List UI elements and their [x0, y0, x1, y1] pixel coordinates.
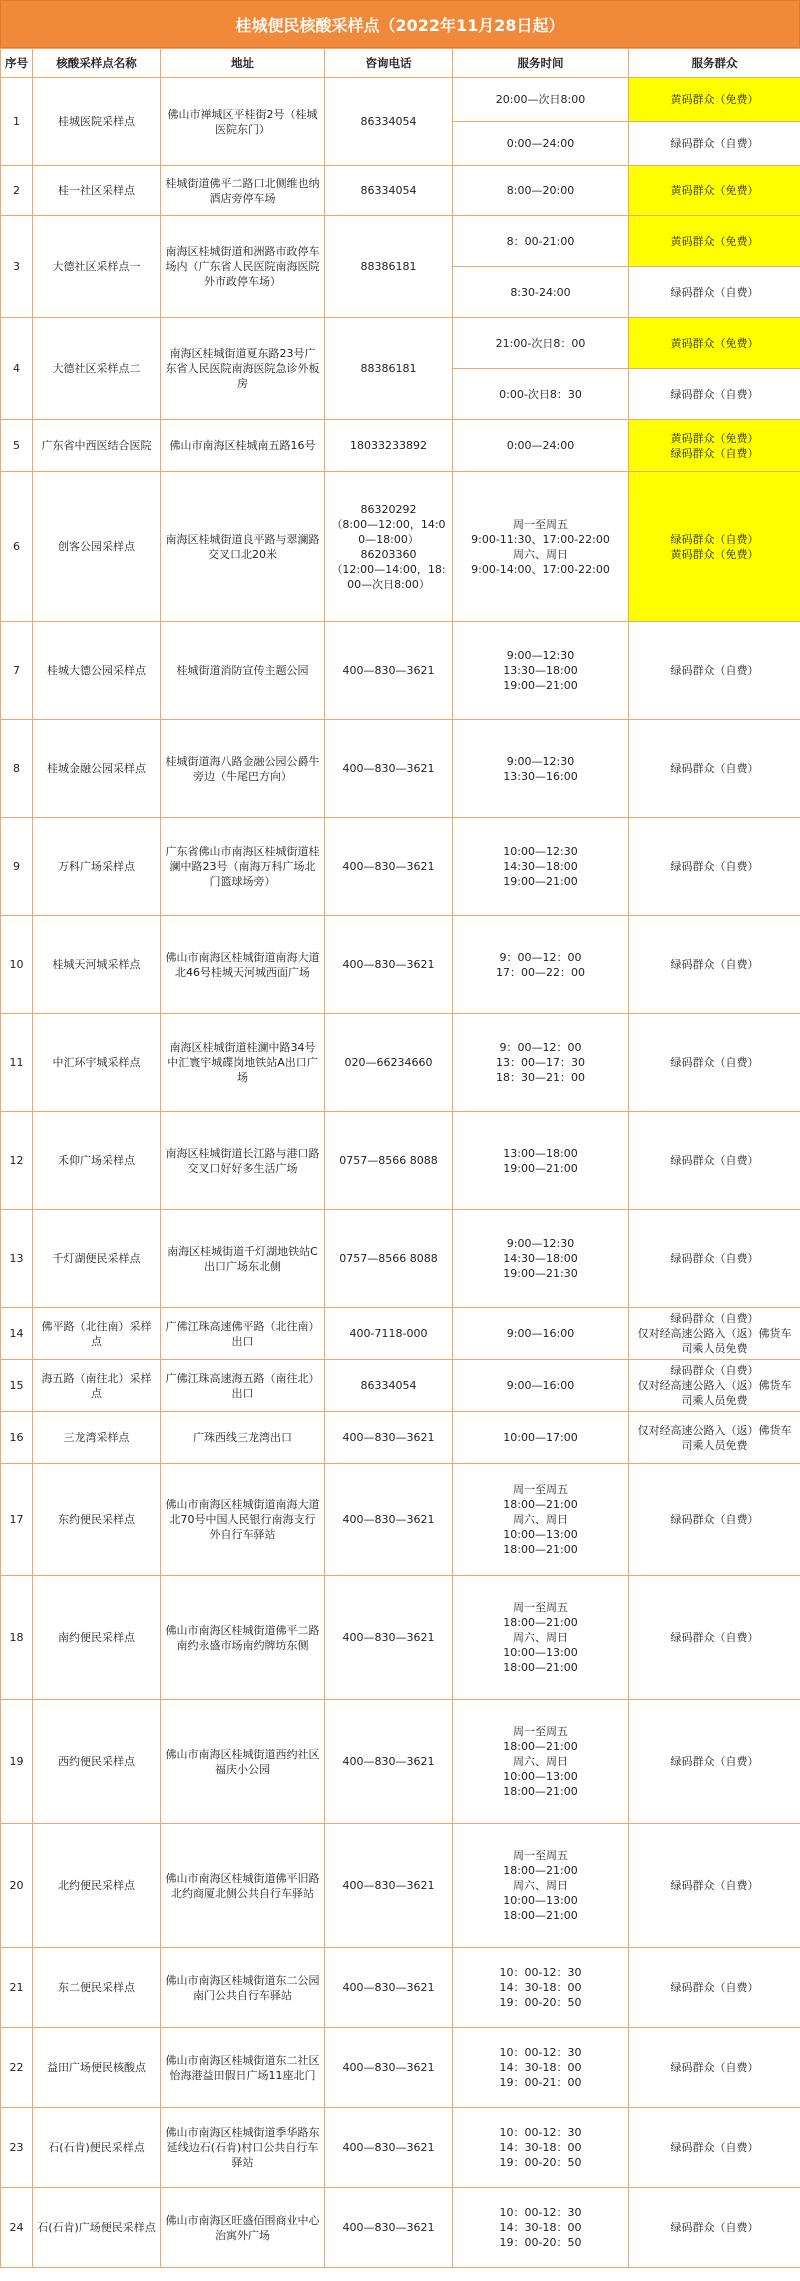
cell-group: 绿码群众（自费） [629, 267, 800, 318]
cell-phone: 400—830—3621 [325, 2028, 453, 2108]
cell-address: 南海区桂城街道和洲路市政停车场内（广东省人民医院南海医院外市政停车场） [161, 216, 325, 318]
table-row [1, 1464, 800, 1576]
cell-time: 8：00-21:00 [453, 216, 629, 267]
cell-phone: 400—830—3621 [325, 2108, 453, 2188]
cell-phone: 400—830—3621 [325, 2188, 453, 2268]
cell-no: 22 [1, 2028, 33, 2108]
table-row [1, 78, 800, 122]
cell-no: 14 [1, 1308, 33, 1360]
cell-address: 桂城街道海八路金融公园公爵牛旁边（牛尾巴方向） [161, 720, 325, 818]
cell-name: 东二便民采样点 [33, 1948, 161, 2028]
cell-time: 0:00—24:00 [453, 122, 629, 166]
cell-name: 西约便民采样点 [33, 1700, 161, 1824]
cell-time: 周一至周五 18:00—21:00 周六、周日 10:00—13:00 18:00—21:00 [453, 1576, 629, 1700]
cell-address: 佛山市南海区桂城街道西约社区福庆小公园 [161, 1700, 325, 1824]
cell-phone: 400—830—3621 [325, 818, 453, 916]
cell-phone: 400—830—3621 [325, 916, 453, 1014]
cell-name: 三龙湾采样点 [33, 1412, 161, 1464]
cell-group: 绿码群众（自费） [629, 2028, 800, 2108]
cell-time: 21:00-次日8：00 [453, 318, 629, 369]
cell-phone: 020—66234660 [325, 1014, 453, 1112]
cell-no: 1 [1, 78, 33, 166]
cell-group: 绿码群众（自费） [629, 720, 800, 818]
cell-address: 南海区桂城街道夏东路23号广东省人民医院南海医院急诊外板房 [161, 318, 325, 420]
cell-group: 绿码群众（自费） [629, 916, 800, 1014]
cell-name: 桂一社区采样点 [33, 166, 161, 216]
cell-group: 黄码群众（免费） [629, 78, 800, 122]
cell-time: 9：00—12：00 13：00—17：30 18：30—21：00 [453, 1014, 629, 1112]
cell-no: 7 [1, 622, 33, 720]
cell-no: 20 [1, 1824, 33, 1948]
cell-address: 南海区桂城街道良平路与翠澜路交叉口北20米 [161, 472, 325, 622]
cell-no: 10 [1, 916, 33, 1014]
cell-time: 10:00—12:30 14:30—18:00 19:00—21:00 [453, 818, 629, 916]
cell-phone: 86334054 [325, 166, 453, 216]
table-row [1, 216, 800, 267]
cell-group: 绿码群众（自费） [629, 122, 800, 166]
cell-address: 佛山市南海区桂城街道佛平旧路北约商厦北侧公共自行车驿站 [161, 1824, 325, 1948]
cell-address: 南海区桂城街道长江路与港口路交叉口好好多生活广场 [161, 1112, 325, 1210]
table-row [1, 420, 800, 472]
cell-address: 南海区桂城街道千灯湖地铁站C出口广场东北侧 [161, 1210, 325, 1308]
cell-no: 16 [1, 1412, 33, 1464]
cell-time: 10:00—17:00 [453, 1412, 629, 1464]
cell-group: 黄码群众（免费） [629, 216, 800, 267]
cell-no: 3 [1, 216, 33, 318]
cell-group: 黄码群众（免费） 绿码群众（自费） [629, 420, 800, 472]
cell-time: 9:00—16:00 [453, 1360, 629, 1412]
cell-group: 绿码群众（自费） [629, 1948, 800, 2028]
cell-group: 绿码群众（自费） [629, 369, 800, 420]
cell-group: 绿码群众（自费） [629, 1576, 800, 1700]
table-row [1, 472, 800, 622]
cell-address: 佛山市南海区旺盛佰围商业中心 治寓外广场 [161, 2188, 325, 2268]
header-address: 地址 [161, 49, 325, 78]
table-row [1, 1948, 800, 2028]
cell-time: 8:30-24:00 [453, 267, 629, 318]
cell-name: 中汇环宇城采样点 [33, 1014, 161, 1112]
cell-time: 9：00—12：00 17：00—22：00 [453, 916, 629, 1014]
table-row [1, 1210, 800, 1308]
cell-group: 绿码群众（自费） [629, 2108, 800, 2188]
cell-address: 佛山市禅城区平桂街2号（桂城医院东门） [161, 78, 325, 166]
cell-phone: 0757—8566 8088 [325, 1210, 453, 1308]
cell-no: 6 [1, 472, 33, 622]
cell-no: 24 [1, 2188, 33, 2268]
cell-group: 绿码群众（自费） [629, 1014, 800, 1112]
cell-group: 绿码群众（自费） [629, 622, 800, 720]
cell-time: 周一至周五 18:00—21:00 周六、周日 10:00—13:00 18:00—21:00 [453, 1700, 629, 1824]
table-row [1, 1014, 800, 1112]
table-row [1, 166, 800, 216]
table-row [1, 2028, 800, 2108]
cell-group: 黄码群众（免费） [629, 166, 800, 216]
cell-name: 桂城天河城采样点 [33, 916, 161, 1014]
cell-address: 桂城街道佛平二路口北侧维也纳酒店旁停车场 [161, 166, 325, 216]
cell-phone: 400—830—3621 [325, 720, 453, 818]
table-row [1, 622, 800, 720]
cell-address: 佛山市南海区桂城街道东二公园南门公共自行车驿站 [161, 1948, 325, 2028]
cell-address: 广珠西线三龙湾出口 [161, 1412, 325, 1464]
cell-group: 绿码群众（自费） [629, 1210, 800, 1308]
cell-name: 桂城金融公园采样点 [33, 720, 161, 818]
cell-time: 10：00-12：30 14：30-18：00 19：00-21：00 [453, 2028, 629, 2108]
cell-name: 千灯湖便民采样点 [33, 1210, 161, 1308]
cell-group: 绿码群众（自费） [629, 1464, 800, 1576]
table-row [1, 1412, 800, 1464]
table-row [1, 1360, 800, 1412]
cell-no: 5 [1, 420, 33, 472]
cell-name: 万科广场采样点 [33, 818, 161, 916]
cell-address: 广东省佛山市南海区桂城街道桂澜中路23号（南海万科广场北门篮球场旁） [161, 818, 325, 916]
cell-time: 10：00-12：30 14：30-18：00 19：00-20：50 [453, 2108, 629, 2188]
cell-no: 19 [1, 1700, 33, 1824]
table-row [1, 1824, 800, 1948]
table-body [1, 78, 800, 2268]
header-time: 服务时间 [453, 49, 629, 78]
header-phone: 咨询电话 [325, 49, 453, 78]
cell-group: 绿码群众（自费） [629, 2188, 800, 2268]
cell-phone: 88386181 [325, 216, 453, 318]
cell-group: 绿码群众（自费） 仅对经高速公路入（返）佛货车司乘人员免费 [629, 1308, 800, 1360]
cell-phone: 400—830—3621 [325, 1576, 453, 1700]
table-row [1, 916, 800, 1014]
cell-name: 禾仰广场采样点 [33, 1112, 161, 1210]
cell-name: 大德社区采样点一 [33, 216, 161, 318]
table-row [1, 2188, 800, 2268]
cell-no: 17 [1, 1464, 33, 1576]
cell-no: 8 [1, 720, 33, 818]
cell-no: 13 [1, 1210, 33, 1308]
cell-name: 桂城大德公园采样点 [33, 622, 161, 720]
cell-address: 广佛江珠高速海五路（南往北）出口 [161, 1360, 325, 1412]
cell-phone: 400—830—3621 [325, 1464, 453, 1576]
cell-no: 18 [1, 1576, 33, 1700]
cell-group: 绿码群众（自费） [629, 1824, 800, 1948]
cell-name: 石(石肯)便民采样点 [33, 2108, 161, 2188]
cell-address: 佛山市南海区桂城街道南海大道北46号桂城天河城西面广场 [161, 916, 325, 1014]
cell-name: 广东省中西医结合医院 [33, 420, 161, 472]
cell-group: 绿码群众（自费） [629, 1700, 800, 1824]
cell-name: 石(石肯)广场便民采样点 [33, 2188, 161, 2268]
sampling-points-table [0, 48, 800, 2268]
cell-time: 9:00—12:30 13:30—18:00 19:00—21:00 [453, 622, 629, 720]
cell-address: 桂城街道消防宣传主题公园 [161, 622, 325, 720]
cell-time: 0:00—24:00 [453, 420, 629, 472]
cell-time: 周一至周五 18:00—21:00 周六、周日 10:00—13:00 18:00—21:00 [453, 1824, 629, 1948]
table-row [1, 1308, 800, 1360]
cell-phone: 400—830—3621 [325, 1700, 453, 1824]
header-no: 序号 [1, 49, 33, 78]
cell-group: 绿码群众（自费） 黄码群众（免费） [629, 472, 800, 622]
cell-phone: 400—830—3621 [325, 1948, 453, 2028]
cell-no: 11 [1, 1014, 33, 1112]
cell-time: 10：00-12：30 14：30-18：00 19：00-20：50 [453, 1948, 629, 2028]
cell-address: 佛山市南海区桂城南五路16号 [161, 420, 325, 472]
cell-phone: 400—830—3621 [325, 1824, 453, 1948]
cell-phone: 400—830—3621 [325, 622, 453, 720]
cell-phone: 86320292 （8:00—12:00，14:00—18:00） 86203360 （12:00—14:00，18:00—次日8:00） [325, 472, 453, 622]
cell-name: 南约便民采样点 [33, 1576, 161, 1700]
cell-no: 23 [1, 2108, 33, 2188]
table-row [1, 1576, 800, 1700]
cell-address: 广佛江珠高速佛平路（北往南）出口 [161, 1308, 325, 1360]
cell-group: 绿码群众（自费） 仅对经高速公路入（返）佛货车司乘人员免费 [629, 1360, 800, 1412]
cell-address: 佛山市南海区桂城街道南海大道北70号中国人民银行南海支行外自行车驿站 [161, 1464, 325, 1576]
table-row [1, 1700, 800, 1824]
header-row [1, 49, 800, 78]
cell-group: 绿码群众（自费） [629, 1112, 800, 1210]
cell-time: 8:00—20:00 [453, 166, 629, 216]
cell-no: 2 [1, 166, 33, 216]
cell-phone: 400—830—3621 [325, 1412, 453, 1464]
cell-phone: 400-7118-000 [325, 1308, 453, 1360]
cell-name: 创客公园采样点 [33, 472, 161, 622]
cell-group: 黄码群众（免费） [629, 318, 800, 369]
cell-time: 9:00—12:30 14:30—18:00 19:00—21:30 [453, 1210, 629, 1308]
cell-address: 南海区桂城街道桂澜中路34号中汇寰宇城碟岗地铁站A出口广场 [161, 1014, 325, 1112]
cell-phone: 86334054 [325, 1360, 453, 1412]
cell-address: 佛山市南海区桂城街道东二社区怡海港益田假日广场11座北门 [161, 2028, 325, 2108]
cell-no: 12 [1, 1112, 33, 1210]
cell-phone: 18033233892 [325, 420, 453, 472]
table-row [1, 2108, 800, 2188]
cell-name: 大德社区采样点二 [33, 318, 161, 420]
cell-group: 绿码群众（自费） [629, 818, 800, 916]
table-row [1, 818, 800, 916]
header-group: 服务群众 [629, 49, 800, 78]
cell-name: 桂城医院采样点 [33, 78, 161, 166]
cell-name: 东约便民采样点 [33, 1464, 161, 1576]
cell-time: 0:00-次日8：30 [453, 369, 629, 420]
cell-time: 9:00—16:00 [453, 1308, 629, 1360]
cell-no: 15 [1, 1360, 33, 1412]
cell-time: 周一至周五 18:00—21:00 周六、周日 10:00—13:00 18:00—21:00 [453, 1464, 629, 1576]
cell-group: 仅对经高速公路入（返）佛货车司乘人员免费 [629, 1412, 800, 1464]
cell-address: 佛山市南海区桂城街道季华路东延线边石(石肯)村口公共自行车驿站 [161, 2108, 325, 2188]
cell-phone: 0757—8566 8088 [325, 1112, 453, 1210]
cell-phone: 86334054 [325, 78, 453, 166]
cell-no: 4 [1, 318, 33, 420]
table-row [1, 720, 800, 818]
cell-address: 佛山市南海区桂城街道佛平二路南约永盛市场南约牌坊东侧 [161, 1576, 325, 1700]
table-row [1, 1112, 800, 1210]
cell-name: 佛平路（北往南）采样点 [33, 1308, 161, 1360]
cell-time: 9:00—12:30 13:30—16:00 [453, 720, 629, 818]
cell-name: 北约便民采样点 [33, 1824, 161, 1948]
cell-no: 21 [1, 1948, 33, 2028]
table-title: 桂城便民核酸采样点（2022年11月28日起） [0, 0, 800, 48]
cell-time: 周一至周五 9:00-11:30、17:00-22:00 周六、周日 9:00-14:00、17:00-22:00 [453, 472, 629, 622]
cell-time: 10：00-12：30 14：30-18：00 19：00-20：50 [453, 2188, 629, 2268]
cell-name: 海五路（南往北）采样点 [33, 1360, 161, 1412]
cell-name: 益田广场便民核酸点 [33, 2028, 161, 2108]
table-row [1, 318, 800, 369]
header-name: 核酸采样点名称 [33, 49, 161, 78]
cell-time: 13:00—18:00 19:00—21:00 [453, 1112, 629, 1210]
cell-phone: 88386181 [325, 318, 453, 420]
cell-no: 9 [1, 818, 33, 916]
cell-time: 20:00—次日8:00 [453, 78, 629, 122]
